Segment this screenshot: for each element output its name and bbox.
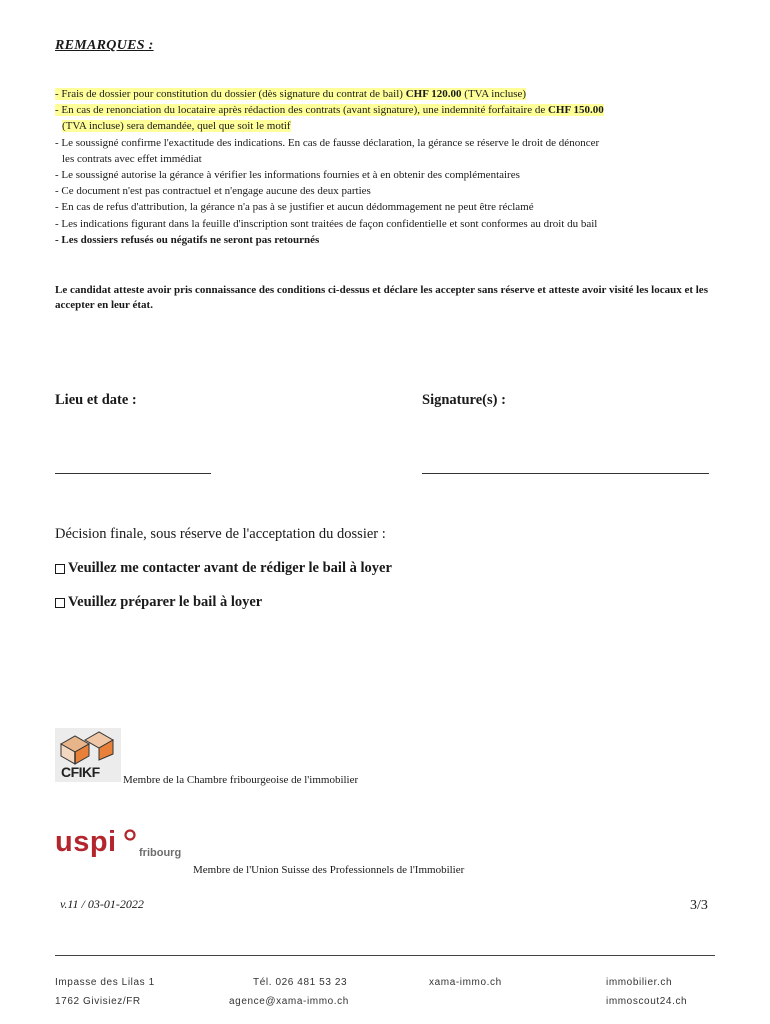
cfi-membership: Membre de la Chambre fribourgeoise de l'immobilier xyxy=(123,774,359,786)
remark-item-indemnity: - En cas de renonciation du locataire après rédaction des contrats (avant signature), une indemnité forfaitaire de CHF 150.00 xyxy=(55,104,604,117)
place-date-label: Lieu et date : xyxy=(55,392,137,408)
option-contact[interactable] xyxy=(55,560,392,577)
uspi-membership: Membre de l'Union Suisse des Professionnels de l'Immobilier xyxy=(193,864,465,876)
footer-divider xyxy=(55,955,715,956)
uspi-logo-sub: fribourg xyxy=(139,847,182,859)
uspi-logo-mark-icon xyxy=(123,828,137,842)
uspi-logo xyxy=(55,826,195,862)
footer-email[interactable]: agence@xama-immo.ch xyxy=(229,996,349,1007)
attestation-text: Le candidat atteste avoir pris connaissance des conditions ci-dessus et déclare les accepter sans réserve et atteste avoir visité les locaux et les accepter en leur état. xyxy=(55,284,708,311)
option-prepare-lease-label: Veuillez préparer le bail à loyer xyxy=(68,594,263,610)
decision-heading: Décision finale, sous réserve de l'acceptation du dossier : xyxy=(55,526,386,542)
footer-address-line2: 1762 Givisiez/FR xyxy=(55,996,141,1007)
footer-phone: Tél. 026 481 53 23 xyxy=(253,977,348,988)
place-date-line[interactable] xyxy=(55,473,211,474)
remark-item-refusal: - En cas de refus d'attribution, la gérance n'a pas à se justifier et aucun dédommagement ne peut être réclamé xyxy=(55,201,534,214)
footer-address-line1: Impasse des Lilas 1 xyxy=(55,977,155,988)
footer-website[interactable]: xama-immo.ch xyxy=(429,977,502,988)
option-contact-label: Veuillez me contacter avant de rédiger le bail à loyer xyxy=(68,560,392,576)
remark-item-fees: - Frais de dossier pour constitution du dossier (dès signature du contrat de bail) CHF 120.00 (TVA incluse) xyxy=(55,88,527,100)
uspi-logo-text: uspi xyxy=(55,826,117,858)
remark-item-non-contractual: - Ce document n'est pas contractuel et n'engage aucune des deux parties xyxy=(55,185,371,198)
cfi-logo-text: CFIKF xyxy=(61,764,100,780)
remark-item-verification: - Le soussigné autorise la gérance à vérifier les informations fournies et à en obtenir des complémentaires xyxy=(55,169,520,182)
footer-portal-immobilier[interactable]: immobilier.ch xyxy=(606,977,673,988)
signature-line[interactable] xyxy=(422,473,709,474)
checkbox-prepare-lease[interactable] xyxy=(55,598,65,608)
option-prepare-lease[interactable] xyxy=(55,594,262,611)
checkbox-contact[interactable] xyxy=(55,564,65,574)
signatures-label: Signature(s) : xyxy=(422,392,506,408)
document-version: v.11 / 03-01-2022 xyxy=(60,897,144,911)
remark-item-accuracy: - Le soussigné confirme l'exactitude des indications. En cas de fausse déclaration, la gérance se réserve le droit de dénoncer xyxy=(55,136,600,149)
remark-item-confidential: - Les indications figurant dans la feuille d'inscription sont traitées de façon confidentielle et sont conformes au droit du bail xyxy=(55,217,598,230)
section-title: REMARQUES : xyxy=(55,38,154,53)
remark-item-not-returned: - Les dossiers refusés ou négatifs ne seront pas retournés xyxy=(55,233,320,246)
remarks-list xyxy=(55,86,715,248)
footer-portal-immoscout[interactable]: immoscout24.ch xyxy=(606,996,688,1007)
remark-item-indemnity-cont: (TVA incluse) sera demandée, quel que soit le motif xyxy=(62,120,291,133)
cfi-logo xyxy=(55,728,121,782)
remark-item-accuracy-cont: les contrats avec effet immédiat xyxy=(62,152,202,165)
page-number: 3/3 xyxy=(690,898,708,913)
